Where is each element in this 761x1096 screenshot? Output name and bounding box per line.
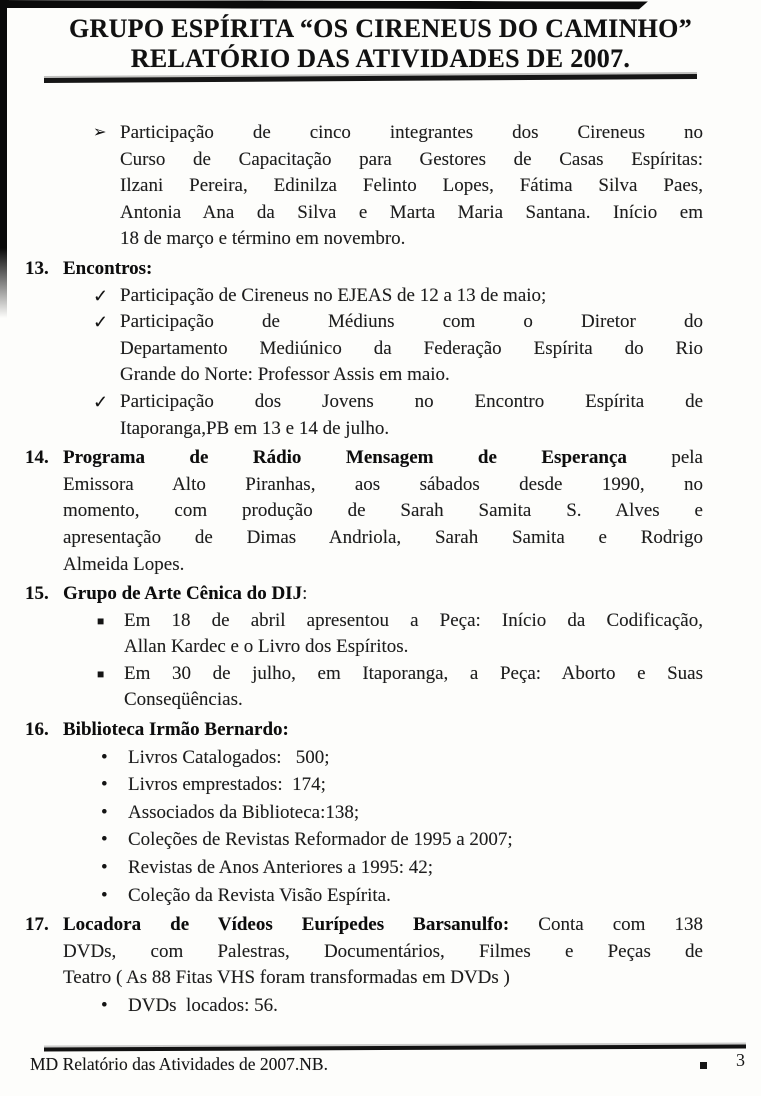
text-line: [128, 883, 703, 910]
text-line: [124, 634, 703, 661]
item-number: 13.: [25, 257, 49, 279]
text-line: [63, 552, 703, 579]
text-line: [120, 416, 703, 443]
check-list-item: [93, 283, 703, 310]
text-line: [63, 939, 703, 966]
square-bullet-icon: ■: [97, 613, 105, 628]
scan-speck-artifact: [700, 1062, 707, 1069]
text-line: [124, 608, 703, 635]
text-segment: 18 de março e término em novembro.: [120, 228, 406, 250]
text-segment: DVDs locados: 56.: [128, 995, 278, 1016]
text-segment: DVDs, com Palestras, Documentários, Filmes e Peças de: [63, 940, 703, 962]
text-line: [128, 745, 703, 772]
text-segment: Participação de cinco integrantes dos Cireneus no: [120, 122, 703, 143]
text-line: [120, 147, 703, 174]
check-bullet-icon: ✓: [93, 285, 109, 306]
arrow-bullet-icon: ➢: [93, 124, 107, 141]
text-line: [120, 283, 703, 310]
text-segment: Livros Catalogados: 500;: [128, 746, 330, 768]
text-segment: Coleções de Revistas Reformador de 1995 a 2007;: [128, 829, 513, 851]
text-line: [63, 525, 703, 552]
text-segment: Participação de Cireneus no EJEAS de 12 a 13 de maio;: [120, 284, 547, 306]
text-segment: momento, com produção de Sarah Samita S. Alves e: [63, 500, 703, 522]
text-segment: Grande do Norte: Professor Assis em maio.: [120, 364, 450, 386]
bold-text-segment: Grupo de Arte Cênica do DIJ: [63, 583, 303, 605]
text-line: [128, 827, 703, 854]
arrow-list-item: [93, 120, 703, 253]
check-list-item: [93, 389, 703, 442]
text-line: [120, 200, 703, 227]
item-number: 14.: [25, 447, 49, 469]
text-segment: Ilzani Pereira, Edinilza Felinto Lopes, Fátima Silva Paes,: [120, 175, 703, 197]
text-segment: :: [302, 583, 308, 605]
text-segment: Participação de Médiuns com o Diretor do: [120, 311, 703, 333]
numbered-item: [25, 445, 703, 578]
text-segment: Participação dos Jovens no Encontro Espírita de: [120, 390, 703, 412]
dot-list-item: [101, 993, 703, 1020]
text-segment: Associados da Biblioteca:138;: [128, 801, 360, 823]
text-segment: Itaporanga,PB em 13 e 14 de julho.: [120, 417, 390, 439]
scan-top-edge-artifact: [0, 0, 648, 9]
text-line: [63, 472, 703, 499]
text-line: [128, 855, 703, 882]
text-line: [63, 498, 703, 525]
title-underline-rule: [44, 74, 697, 83]
dot-list-item: [101, 883, 703, 910]
text-segment: Antonia Ana da Silva e Marta Maria Santana. Início em: [120, 201, 703, 223]
dot-bullet-icon: •: [101, 857, 108, 879]
text-line: [124, 687, 703, 714]
numbered-item: [25, 717, 703, 744]
text-segment: Coleção da Revista Visão Espírita.: [128, 884, 391, 906]
footer-rule: [44, 1044, 746, 1051]
bold-text-segment: Programa de Rádio Mensagem de Esperança: [63, 447, 627, 469]
document-title: [0, 14, 761, 74]
dot-list-item: [101, 827, 703, 854]
text-segment: Conseqüências.: [124, 689, 243, 711]
title-line-1: GRUPO ESPÍRITA “OS CIRENEUS DO CAMINHO”: [68, 14, 693, 43]
text-line: [120, 173, 703, 200]
text-segment: Curso de Capacitação para Gestores de Casas Espíritas:: [120, 148, 703, 170]
check-bullet-icon: ✓: [93, 312, 109, 333]
square-list-item: [97, 608, 703, 661]
text-line: [128, 800, 703, 827]
dot-bullet-icon: •: [101, 884, 108, 906]
dot-bullet-icon: •: [101, 995, 108, 1016]
text-segment: Em 30 de julho, em Itaporanga, a Peça: Aborto e Suas: [124, 662, 703, 684]
bold-text-segment: Encontros:: [63, 257, 153, 279]
item-number: 15.: [25, 583, 49, 605]
item-number: 16.: [25, 719, 49, 741]
dot-list-item: [101, 800, 703, 827]
item-number: 17.: [25, 914, 49, 936]
numbered-item: [25, 912, 703, 992]
text-line: [63, 445, 703, 472]
title-line-2: RELATÓRIO DAS ATIVIDADES DE 2007.: [130, 44, 631, 73]
text-segment: Teatro ( As 88 Fitas VHS foram transformadas em DVDs ): [63, 967, 510, 989]
dot-bullet-icon: •: [101, 829, 108, 851]
text-segment: Conta com 138: [509, 914, 703, 936]
dot-list-item: [101, 772, 703, 799]
text-line: [63, 965, 703, 992]
text-line: [124, 661, 703, 688]
dot-bullet-icon: •: [101, 801, 108, 823]
dot-bullet-icon: •: [101, 746, 108, 768]
text-line: [120, 120, 703, 147]
document-body: [0, 120, 761, 1021]
check-list-item: [93, 309, 703, 389]
text-line: [63, 717, 703, 744]
dot-list-item: [101, 745, 703, 772]
text-segment: Almeida Lopes.: [63, 553, 185, 575]
text-segment: Revistas de Anos Anteriores a 1995: 42;: [128, 857, 434, 879]
text-segment: Allan Kardec e o Livro dos Espíritos.: [124, 636, 409, 658]
numbered-item: [25, 256, 703, 283]
text-line: [63, 912, 703, 939]
numbered-item: [25, 581, 703, 608]
bold-text-segment: Biblioteca Irmão Bernardo:: [63, 719, 289, 741]
text-segment: apresentação de Dimas Andriola, Sarah Samita e Rodrigo: [63, 526, 703, 548]
footer-caption: MD Relatório das Atividades de 2007.NB.: [30, 1054, 328, 1074]
text-segment: pela: [626, 447, 703, 469]
text-segment: Livros emprestados: 174;: [128, 774, 326, 796]
square-list-item: [97, 661, 703, 714]
text-line: [63, 581, 703, 608]
text-segment: Departamento Mediúnico da Federação Espírita do Rio: [120, 337, 703, 359]
text-segment: Emissora Alto Piranhas, aos sábados desde 1990, no: [63, 473, 703, 495]
dot-bullet-icon: •: [101, 774, 108, 796]
text-line: [128, 772, 703, 799]
square-bullet-icon: ■: [97, 666, 105, 681]
text-segment: Em 18 de abril apresentou a Peça: Início da Codificação,: [124, 609, 703, 631]
text-line: [128, 993, 703, 1020]
text-line: [120, 226, 703, 253]
text-line: [120, 336, 703, 363]
page-number: 3: [736, 1050, 745, 1070]
text-line: [120, 389, 703, 416]
dot-list-item: [101, 855, 703, 882]
text-line: [63, 256, 703, 283]
check-bullet-icon: ✓: [93, 391, 109, 412]
text-line: [120, 362, 703, 389]
text-line: [120, 309, 703, 336]
bold-text-segment: Locadora de Vídeos Eurípedes Barsanulfo:: [63, 914, 510, 936]
